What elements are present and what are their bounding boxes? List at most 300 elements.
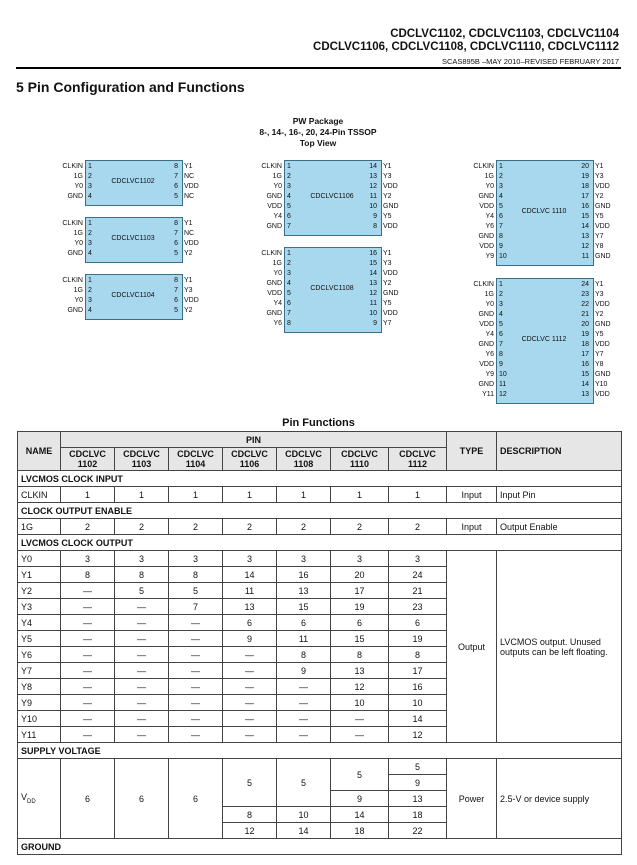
pin-number-cell: — xyxy=(115,663,169,679)
pin-number-cell: 12 xyxy=(223,823,277,839)
pin-number-cell: — xyxy=(223,727,277,743)
pin-number-cell: 1 xyxy=(389,487,447,503)
pin-number-cell: 22 xyxy=(389,823,447,839)
pin-number-cell: 11 xyxy=(277,631,331,647)
pin-right: Y2 xyxy=(383,193,392,200)
pin-left: GND xyxy=(266,193,282,200)
pin-right: Y3 xyxy=(383,260,392,267)
pin-name: Y2 xyxy=(18,583,61,599)
pin-number-cell: 9 xyxy=(223,631,277,647)
pin-number-cell: — xyxy=(115,599,169,615)
pin-number: 13 xyxy=(369,280,377,287)
pin-left: Y11 xyxy=(482,391,494,398)
pin-number-cell: 9 xyxy=(389,775,447,791)
pin-number-cell: 2 xyxy=(169,519,223,535)
pin-number: 17 xyxy=(581,351,589,358)
pin-number: 3 xyxy=(88,297,92,304)
pin-number-cell: 19 xyxy=(331,599,389,615)
pin-name: Y0 xyxy=(18,551,61,567)
pin-right: Y3 xyxy=(383,173,392,180)
pin-number: 2 xyxy=(88,287,92,294)
pin-left: CLKIN xyxy=(473,281,494,288)
package-name: PW Package xyxy=(292,116,344,126)
pin-number: 14 xyxy=(581,223,589,230)
pin-left: Y4 xyxy=(273,300,282,307)
pin-number-cell: 12 xyxy=(389,727,447,743)
pin-number-cell: 5 xyxy=(331,759,389,791)
group-label: GROUND xyxy=(18,839,622,855)
pin-left: Y6 xyxy=(273,320,282,327)
pin-number: 4 xyxy=(499,311,503,318)
pin-number-cell: — xyxy=(115,631,169,647)
pin-left: Y6 xyxy=(485,351,494,358)
pin-left: CLKIN xyxy=(62,277,83,284)
pin-number: 6 xyxy=(499,213,503,220)
pin-number-cell: 2 xyxy=(115,519,169,535)
pin-right: GND xyxy=(595,321,611,328)
pin-name: CLKIN xyxy=(18,487,61,503)
pin-functions-title: Pin Functions xyxy=(282,417,355,429)
pin-right: VDD xyxy=(595,183,610,190)
pin-number: 10 xyxy=(499,371,507,378)
group-label: LVCMOS CLOCK INPUT xyxy=(18,471,622,487)
pin-right: VDD xyxy=(595,301,610,308)
pin-left: CLKIN xyxy=(62,220,83,227)
pin-number: 20 xyxy=(581,163,589,170)
pin-number-cell: 24 xyxy=(389,567,447,583)
pin-number-cell: 20 xyxy=(331,567,389,583)
pin-number: 10 xyxy=(369,310,377,317)
pin-number-cell: — xyxy=(223,695,277,711)
pin-right: Y1 xyxy=(595,281,604,288)
pin-right: Y2 xyxy=(184,250,193,257)
pin-number: 5 xyxy=(174,193,178,200)
pin-number: 3 xyxy=(499,301,503,308)
pin-left: CLKIN xyxy=(473,163,494,170)
pin-left: 1G xyxy=(484,291,494,298)
pin-number-cell: 6 xyxy=(331,615,389,631)
pin-left: Y0 xyxy=(273,270,282,277)
pin-number-cell: 3 xyxy=(61,551,115,567)
pin-left: GND xyxy=(478,311,494,318)
pin-number: 1 xyxy=(499,281,503,288)
doc-id: SCAS895B –MAY 2010–REVISED FEBRUARY 2017 xyxy=(441,57,619,66)
pin-right: Y10 xyxy=(595,381,608,388)
pin-number-cell: 6 xyxy=(169,759,223,839)
pin-right: VDD xyxy=(595,341,610,348)
pin-number-cell: 14 xyxy=(277,823,331,839)
pin-name xyxy=(18,759,61,839)
pin-number-cell: 5 xyxy=(389,759,447,775)
pin-number-cell: 13 xyxy=(389,791,447,807)
pin-left: CLKIN xyxy=(261,163,282,170)
pin-number: 6 xyxy=(499,331,503,338)
pin-number-cell: 17 xyxy=(331,583,389,599)
pin-right: Y1 xyxy=(383,250,392,257)
pin-name: Y5 xyxy=(18,631,61,647)
pin-right: Y7 xyxy=(383,320,392,327)
pin-number-cell: 5 xyxy=(223,759,277,807)
pin-number: 18 xyxy=(581,341,589,348)
pin-number-cell: 17 xyxy=(389,663,447,679)
pin-left: Y0 xyxy=(485,183,494,190)
pin-number: 8 xyxy=(174,277,178,284)
pin-number: 12 xyxy=(499,391,507,398)
pin-description: LVCMOS output. Unused outputs can be left floating. xyxy=(497,551,622,743)
pin-number: 9 xyxy=(373,320,377,327)
pinout-cdclvc1110 xyxy=(444,160,632,264)
pin-number-cell: 1 xyxy=(115,487,169,503)
pin-left: 1G xyxy=(272,173,282,180)
vdd-main: V xyxy=(21,792,28,803)
pin-type: Output xyxy=(447,551,497,743)
pin-number-cell: 13 xyxy=(331,663,389,679)
group-row xyxy=(18,535,622,551)
pin-number: 14 xyxy=(369,270,377,277)
col-pin: PIN xyxy=(61,432,447,448)
pin-right: Y2 xyxy=(595,311,604,318)
pin-number: 4 xyxy=(287,280,291,287)
pin-name: Y11 xyxy=(18,727,61,743)
pin-number: 24 xyxy=(581,281,589,288)
pin-number: 9 xyxy=(373,213,377,220)
pin-number-cell: — xyxy=(61,695,115,711)
pin-number: 11 xyxy=(369,300,377,307)
pin-number-cell: 5 xyxy=(277,759,331,807)
pin-number: 2 xyxy=(499,291,503,298)
pin-type: Input xyxy=(447,519,497,535)
pin-number-cell: 14 xyxy=(331,807,389,823)
pin-left: 1G xyxy=(73,230,83,237)
pin-number: 6 xyxy=(287,213,291,220)
pin-right: VDD xyxy=(383,223,398,230)
package-view: Top View xyxy=(299,138,337,148)
ic-label: CDCLVC 1110 xyxy=(521,208,567,215)
pin-left: VDD xyxy=(267,203,282,210)
pin-number: 5 xyxy=(174,250,178,257)
pin-number: 1 xyxy=(88,220,92,227)
pin-number: 4 xyxy=(88,193,92,200)
pin-number-cell: — xyxy=(115,711,169,727)
pin-right: NC xyxy=(184,173,195,180)
pin-number-cell: — xyxy=(223,679,277,695)
pin-left: GND xyxy=(266,223,282,230)
pin-type: Power xyxy=(447,759,497,839)
pin-number: 8 xyxy=(499,233,503,240)
pin-right: VDD xyxy=(184,297,199,304)
pin-left: CLKIN xyxy=(261,250,282,257)
pin-number-cell: 1 xyxy=(223,487,277,503)
pin-number: 7 xyxy=(287,223,291,230)
pin-number-cell: 15 xyxy=(277,599,331,615)
pin-number-cell: — xyxy=(277,679,331,695)
pin-number: 7 xyxy=(499,341,503,348)
pin-number-cell: — xyxy=(277,711,331,727)
pin-number-cell: — xyxy=(277,727,331,743)
pin-name: Y6 xyxy=(18,647,61,663)
pin-name: Y4 xyxy=(18,615,61,631)
pin-description: Input Pin xyxy=(497,487,622,503)
pin-right: Y8 xyxy=(595,243,604,250)
pin-left: Y0 xyxy=(74,183,83,190)
pin-number-cell: — xyxy=(61,663,115,679)
pin-right: Y3 xyxy=(184,287,193,294)
pin-number: 7 xyxy=(174,173,178,180)
pin-left: Y0 xyxy=(485,301,494,308)
pin-number-cell: 2 xyxy=(61,519,115,535)
pin-number: 3 xyxy=(499,183,503,190)
package-caption xyxy=(238,116,398,149)
pin-left: Y4 xyxy=(485,213,494,220)
pin-number-cell: 8 xyxy=(223,807,277,823)
pin-number-cell: — xyxy=(331,711,389,727)
pin-number-cell: 3 xyxy=(223,551,277,567)
pin-number-cell: 2 xyxy=(331,519,389,535)
pin-number-cell: 8 xyxy=(277,647,331,663)
pin-number-cell: 6 xyxy=(389,615,447,631)
pin-number-cell: — xyxy=(169,647,223,663)
pin-number: 8 xyxy=(499,351,503,358)
pin-right: Y7 xyxy=(595,233,604,240)
pin-number: 17 xyxy=(581,193,589,200)
pin-number-cell: 6 xyxy=(115,759,169,839)
pin-number: 8 xyxy=(287,320,291,327)
pin-name: Y10 xyxy=(18,711,61,727)
group-row xyxy=(18,503,622,519)
pin-number: 15 xyxy=(581,213,589,220)
pin-number-cell: — xyxy=(115,679,169,695)
pin-number-cell: 1 xyxy=(61,487,115,503)
pin-number-cell: — xyxy=(223,663,277,679)
pin-number: 16 xyxy=(581,203,589,210)
pin-number: 12 xyxy=(369,183,377,190)
pin-right: Y3 xyxy=(595,173,604,180)
pin-number-cell: 2 xyxy=(277,519,331,535)
pin-number: 5 xyxy=(287,203,291,210)
pin-number: 8 xyxy=(174,220,178,227)
pin-right: Y7 xyxy=(595,351,604,358)
pin-number-cell: 10 xyxy=(389,695,447,711)
pin-right: GND xyxy=(383,290,399,297)
pin-number-cell: 3 xyxy=(277,551,331,567)
pin-number: 5 xyxy=(499,203,503,210)
pin-functions-table xyxy=(17,431,622,855)
table-row xyxy=(18,519,622,535)
group-row xyxy=(18,743,622,759)
pin-number: 6 xyxy=(174,183,178,190)
pin-number-cell: — xyxy=(115,695,169,711)
pin-right: Y5 xyxy=(383,300,392,307)
pinout-cdclvc1108 xyxy=(232,247,420,331)
col-device: CDCLVC 1103 xyxy=(115,448,169,471)
pin-number-cell: — xyxy=(61,583,115,599)
pin-number: 3 xyxy=(88,240,92,247)
pin-name: Y8 xyxy=(18,679,61,695)
pin-number: 6 xyxy=(174,297,178,304)
pin-number-cell: — xyxy=(61,679,115,695)
pin-number: 5 xyxy=(287,290,291,297)
pin-left: VDD xyxy=(479,203,494,210)
pin-number: 2 xyxy=(88,230,92,237)
pin-right: Y1 xyxy=(184,277,193,284)
pin-number-cell: — xyxy=(169,711,223,727)
col-description: DESCRIPTION xyxy=(497,432,622,471)
pin-number-cell: 5 xyxy=(115,583,169,599)
pin-number: 19 xyxy=(581,173,589,180)
pin-number: 13 xyxy=(581,233,589,240)
pin-number-cell: 19 xyxy=(389,631,447,647)
pinout-cdclvc1104 xyxy=(33,274,221,318)
pin-right: GND xyxy=(595,371,611,378)
pin-left: Y4 xyxy=(273,213,282,220)
pin-number: 4 xyxy=(88,250,92,257)
pin-number: 16 xyxy=(369,250,377,257)
pin-number: 7 xyxy=(174,230,178,237)
pin-number-cell: 21 xyxy=(389,583,447,599)
pin-number: 11 xyxy=(499,381,507,388)
pin-number: 2 xyxy=(287,173,291,180)
pin-number: 19 xyxy=(581,331,589,338)
pin-number: 14 xyxy=(369,163,377,170)
col-device: CDCLVC 1108 xyxy=(277,448,331,471)
pin-number: 15 xyxy=(581,371,589,378)
pin-number: 5 xyxy=(174,307,178,314)
pin-number-cell: 9 xyxy=(277,663,331,679)
pin-number-cell: — xyxy=(115,647,169,663)
pin-number-cell: 8 xyxy=(115,567,169,583)
ic-label: CDCLVC 1112 xyxy=(521,336,567,343)
pin-right: Y5 xyxy=(595,331,604,338)
pin-number-cell: 15 xyxy=(331,631,389,647)
pin-number: 23 xyxy=(581,291,589,298)
pin-type: Input xyxy=(447,487,497,503)
pin-right: NC xyxy=(184,230,195,237)
pin-left: Y4 xyxy=(485,331,494,338)
pin-right: VDD xyxy=(595,223,610,230)
pin-left: GND xyxy=(478,341,494,348)
pin-right: VDD xyxy=(184,183,199,190)
pin-number: 22 xyxy=(581,301,589,308)
pin-number-cell: 8 xyxy=(61,567,115,583)
pin-right: GND xyxy=(595,253,611,260)
pin-number-cell: 3 xyxy=(115,551,169,567)
pin-left: GND xyxy=(266,280,282,287)
pin-left: 1G xyxy=(484,173,494,180)
pin-number-cell: 8 xyxy=(389,647,447,663)
pin-description: Output Enable xyxy=(497,519,622,535)
pin-number: 3 xyxy=(88,183,92,190)
col-device: CDCLVC 1102 xyxy=(61,448,115,471)
pin-number-cell: 3 xyxy=(389,551,447,567)
pin-left: 1G xyxy=(73,173,83,180)
group-row xyxy=(18,471,622,487)
pin-left: GND xyxy=(478,193,494,200)
pin-number-cell: 1 xyxy=(331,487,389,503)
group-label: CLOCK OUTPUT ENABLE xyxy=(18,503,622,519)
pin-left: Y0 xyxy=(273,183,282,190)
pin-number: 6 xyxy=(174,240,178,247)
pin-right: Y2 xyxy=(383,280,392,287)
pin-number-cell: 8 xyxy=(331,647,389,663)
pin-number: 10 xyxy=(369,203,377,210)
pin-right: Y2 xyxy=(595,193,604,200)
pin-number: 4 xyxy=(287,193,291,200)
pin-number-cell: 6 xyxy=(277,615,331,631)
pin-left: Y9 xyxy=(485,253,494,260)
pin-number: 13 xyxy=(369,173,377,180)
pin-number: 4 xyxy=(499,193,503,200)
pin-left: 1G xyxy=(272,260,282,267)
pin-right: GND xyxy=(595,203,611,210)
pin-number: 7 xyxy=(287,310,291,317)
pin-number: 16 xyxy=(581,361,589,368)
pin-number-cell: 1 xyxy=(169,487,223,503)
col-device: CDCLVC 1112 xyxy=(389,448,447,471)
pin-number-cell: — xyxy=(223,711,277,727)
pin-number-cell: 5 xyxy=(169,583,223,599)
doc-header-line2: CDCLVC1106, CDCLVC1108, CDCLVC1110, CDCLVC1112 xyxy=(313,41,619,53)
pin-number-cell: 12 xyxy=(331,679,389,695)
pin-right: Y3 xyxy=(595,291,604,298)
pin-left: GND xyxy=(67,193,83,200)
pin-number-cell: 9 xyxy=(331,791,389,807)
pin-number-cell: — xyxy=(223,647,277,663)
pin-number-cell: — xyxy=(169,679,223,695)
pin-number-cell: 14 xyxy=(223,567,277,583)
group-label: SUPPLY VOLTAGE xyxy=(18,743,622,759)
ic-label: CDCLVC1102 xyxy=(111,178,155,185)
pin-right: Y1 xyxy=(184,220,193,227)
ic-label: CDCLVC1103 xyxy=(111,235,155,242)
pin-number-cell: — xyxy=(169,663,223,679)
pin-right: NC xyxy=(184,193,195,200)
pin-number-cell: 13 xyxy=(223,599,277,615)
pin-left: GND xyxy=(266,310,282,317)
pin-left: Y9 xyxy=(485,371,494,378)
pin-left: VDD xyxy=(479,243,494,250)
pin-number-cell: 23 xyxy=(389,599,447,615)
group-label: LVCMOS CLOCK OUTPUT xyxy=(18,535,622,551)
pin-right: Y2 xyxy=(184,307,193,314)
pin-left: Y0 xyxy=(74,240,83,247)
pin-number-cell: 13 xyxy=(277,583,331,599)
col-device: CDCLVC 1110 xyxy=(331,448,389,471)
group-row xyxy=(18,839,622,855)
pin-left: GND xyxy=(478,381,494,388)
pin-number: 6 xyxy=(287,300,291,307)
pin-number-cell: — xyxy=(61,599,115,615)
pin-number-cell: 18 xyxy=(389,807,447,823)
pinout-cdclvc1112 xyxy=(444,278,632,402)
pin-number: 12 xyxy=(369,290,377,297)
pin-number: 1 xyxy=(287,163,291,170)
header-rule xyxy=(16,67,621,69)
pin-number-cell: — xyxy=(169,695,223,711)
pin-number-cell: — xyxy=(61,647,115,663)
pin-number: 11 xyxy=(369,193,377,200)
pin-left: Y6 xyxy=(485,223,494,230)
col-device: CDCLVC 1104 xyxy=(169,448,223,471)
pin-name: 1G xyxy=(18,519,61,535)
pin-number-cell: 7 xyxy=(169,599,223,615)
pin-left: VDD xyxy=(479,321,494,328)
pin-number: 20 xyxy=(581,321,589,328)
pin-number-cell: 2 xyxy=(223,519,277,535)
pin-number-cell: — xyxy=(169,631,223,647)
pin-name: Y1 xyxy=(18,567,61,583)
ic-label: CDCLVC1108 xyxy=(310,285,354,292)
pin-number-cell: — xyxy=(61,711,115,727)
